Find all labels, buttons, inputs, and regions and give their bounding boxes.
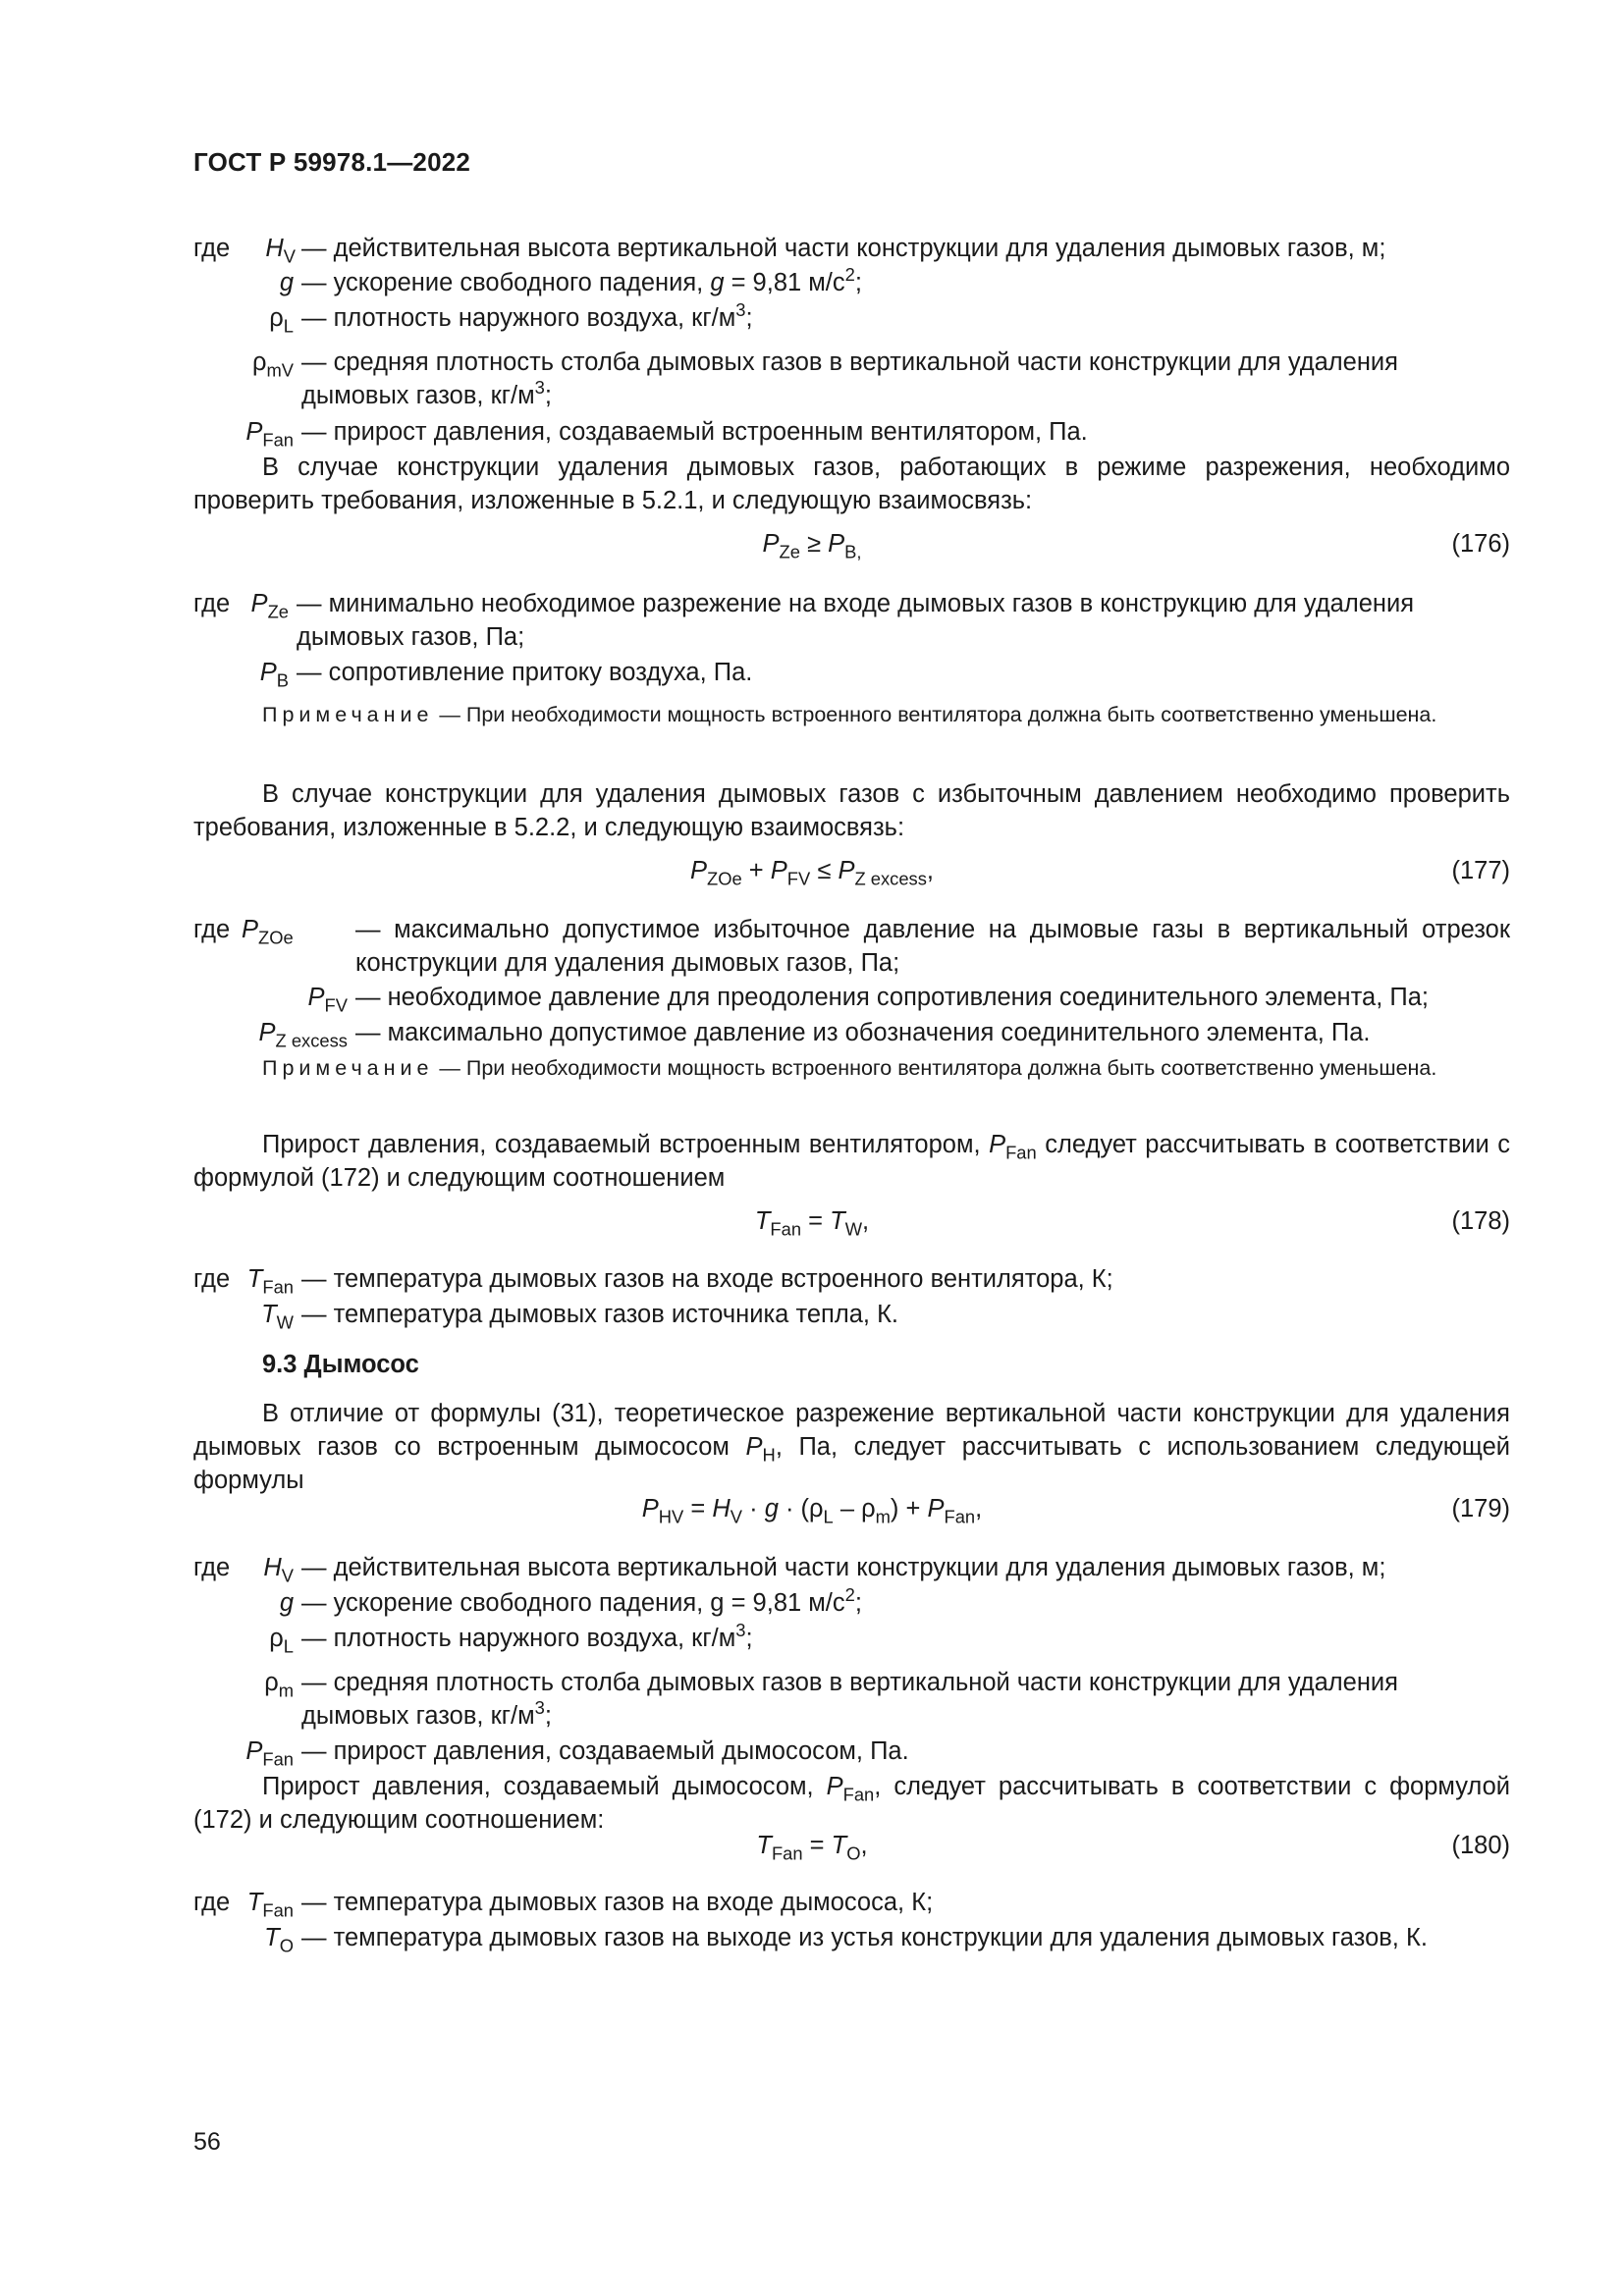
symbol: $T_W$ [261, 1301, 294, 1333]
where-label: где [193, 1889, 231, 1916]
symbol-definition: — температура дымовых газов на выходе из устья конструкции для удаления дымовых газов, К. [301, 1924, 1428, 1951]
symbol-definition: — плотность наружного воздуха, $кг/м^3$; [301, 1619, 753, 1652]
equation-number: (178) [1451, 1207, 1510, 1235]
note-text: — При необходимости мощность встроенного вентилятора должна быть соответственно уменьшена. [433, 703, 1437, 726]
paragraph: Прирост давления, создаваемый встроенным вентилятором, $P_{Fan}$ следует рассчитывать в соответствии с формулой (172) и следующим соотношением [193, 1131, 1510, 1192]
symbol: $T_O$ [264, 1924, 294, 1956]
symbol-definition: — максимально допустимое избыточное давление на дымовые газы в вертикальный отрезок конструкции для удаления дымовых газов, Па; [355, 916, 1510, 977]
formula-176: $P_{Ze} \ge P_{B,}$ [762, 530, 862, 562]
symbol: $H_V$ [265, 235, 296, 267]
symbol-definition: — действительная высота вертикальной части конструкции для удаления дымовых газов, м; [301, 235, 1386, 262]
formula-180: $T_{Fan} = T_O$, [756, 1832, 868, 1864]
symbol-definition: — действительная высота вертикальной части конструкции для удаления дымовых газов, м; [301, 1554, 1386, 1581]
symbol-definition: — температура дымовых газов на входе дымососа, К; [301, 1889, 934, 1916]
symbol: g [279, 1589, 294, 1617]
paragraph: В случае конструкции для удаления дымовых газов с избыточным давлением необходимо проверить требования, изложенные в 5.2.2, и следующую взаимосвязь: [193, 780, 1510, 841]
symbol-definition: — температура дымовых газов источника тепла, К. [301, 1301, 899, 1328]
symbol: $\rho_L$ [269, 1625, 294, 1657]
note [193, 1053, 1510, 1084]
formula-179: $P_{HV} = H_V \cdot g \cdot (\rho_L - \rho_m) + P_{Fan}$, [641, 1495, 983, 1527]
symbol-definition: — температура дымовых газов на входе встроенного вентилятора, К; [301, 1265, 1113, 1293]
symbol: g [279, 269, 294, 296]
note-label: Примечание [262, 703, 434, 726]
symbol-definition: — ускорение свободного падения, g = 9,81 $м/с^2$; [301, 1583, 862, 1617]
symbol: $P_{Ze}$ [250, 590, 289, 622]
symbol: $P_{Z excess}$ [258, 1019, 348, 1051]
note [193, 700, 1510, 730]
symbol: $T_{Fan}$ [246, 1265, 294, 1298]
symbol: $P_{Fan}$ [245, 418, 294, 451]
where-label: где [193, 1265, 231, 1293]
equation-number: (176) [1451, 530, 1510, 558]
symbol: $T_{Fan}$ [246, 1889, 294, 1921]
symbol-definition: — средняя плотность столба дымовых газов в вертикальной части конструкции для удаления дымовых газов, $кг/м^3$; [301, 1669, 1398, 1730]
paragraph: В отличие от формулы (31), теоретическое разрежение вертикальной части конструкции для удаления дымовых газов со встроенным дымососом $P_H$, Па, следует рассчитывать с использованием следующей формулы [193, 1400, 1510, 1494]
symbol: $\rho_{mV}$ [251, 348, 294, 381]
formula-178: $T_{Fan} = T_W$, [754, 1207, 870, 1240]
symbol-definition: — прирост давления, создаваемый встроенным вентилятором, Па. [301, 418, 1088, 446]
note-label: Примечание [262, 1056, 434, 1080]
paragraph: Прирост давления, создаваемый дымососом, $P_{Fan}$, следует рассчитывать в соответствии с формулой (172) и следующим соотношением: [193, 1773, 1511, 1834]
section-heading: 9.3 Дымосос [262, 1351, 419, 1378]
equation-number: (177) [1451, 857, 1510, 884]
page-number: 56 [193, 2128, 221, 2156]
equation-number: (180) [1451, 1832, 1510, 1859]
symbol-definition: — прирост давления, создаваемый дымососом, Па. [301, 1737, 909, 1765]
symbol-definition: — ускорение свободного падения, g = 9,81 $м/с^2$; [301, 263, 862, 296]
paragraph: В случае конструкции удаления дымовых газов, работающих в режиме разрежения, необходимо проверить требования, изложенные в 5.2.1, и следующую взаимосвязь: [193, 454, 1510, 514]
where-label: где [193, 1554, 231, 1581]
formula-177: $P_{ZOe} + P_{FV} \le P_{Z excess}$, [689, 857, 935, 889]
symbol-definition: — сопротивление притоку воздуха, Па. [297, 659, 753, 686]
symbol-definition: — максимально допустимое давление из обозначения соединительного элемента, Па. [355, 1019, 1371, 1046]
symbol: $P_{ZOe}$ [242, 916, 294, 948]
symbol: $P_{Fan}$ [245, 1737, 294, 1770]
where-label: где [193, 590, 231, 617]
symbol: $\rho_m$ [264, 1669, 294, 1701]
symbol: $H_V$ [263, 1554, 294, 1586]
document-header: ГОСТ Р 59978.1—2022 [193, 147, 471, 177]
symbol: $P_B$ [259, 659, 289, 691]
symbol-definition: — необходимое давление для преодоления сопротивления соединительного элемента, Па; [355, 984, 1429, 1011]
where-label: где [193, 916, 231, 943]
symbol-definition: — плотность наружного воздуха, $кг/м^3$; [301, 298, 753, 332]
symbol: $\rho_L$ [269, 304, 294, 337]
symbol-definition: — минимально необходимое разрежение на входе дымовых газов в конструкцию для удаления дымовых газов, Па; [297, 590, 1415, 651]
equation-number: (179) [1451, 1495, 1510, 1522]
symbol: $P_{FV}$ [307, 984, 348, 1016]
symbol-definition: — средняя плотность столба дымовых газов в вертикальной части конструкции для удаления дымовых газов, $кг/м^3$; [301, 348, 1398, 409]
note-text: — При необходимости мощность встроенного вентилятора должна быть соответственно уменьшена. [433, 1056, 1437, 1080]
where-label: где [193, 235, 231, 262]
